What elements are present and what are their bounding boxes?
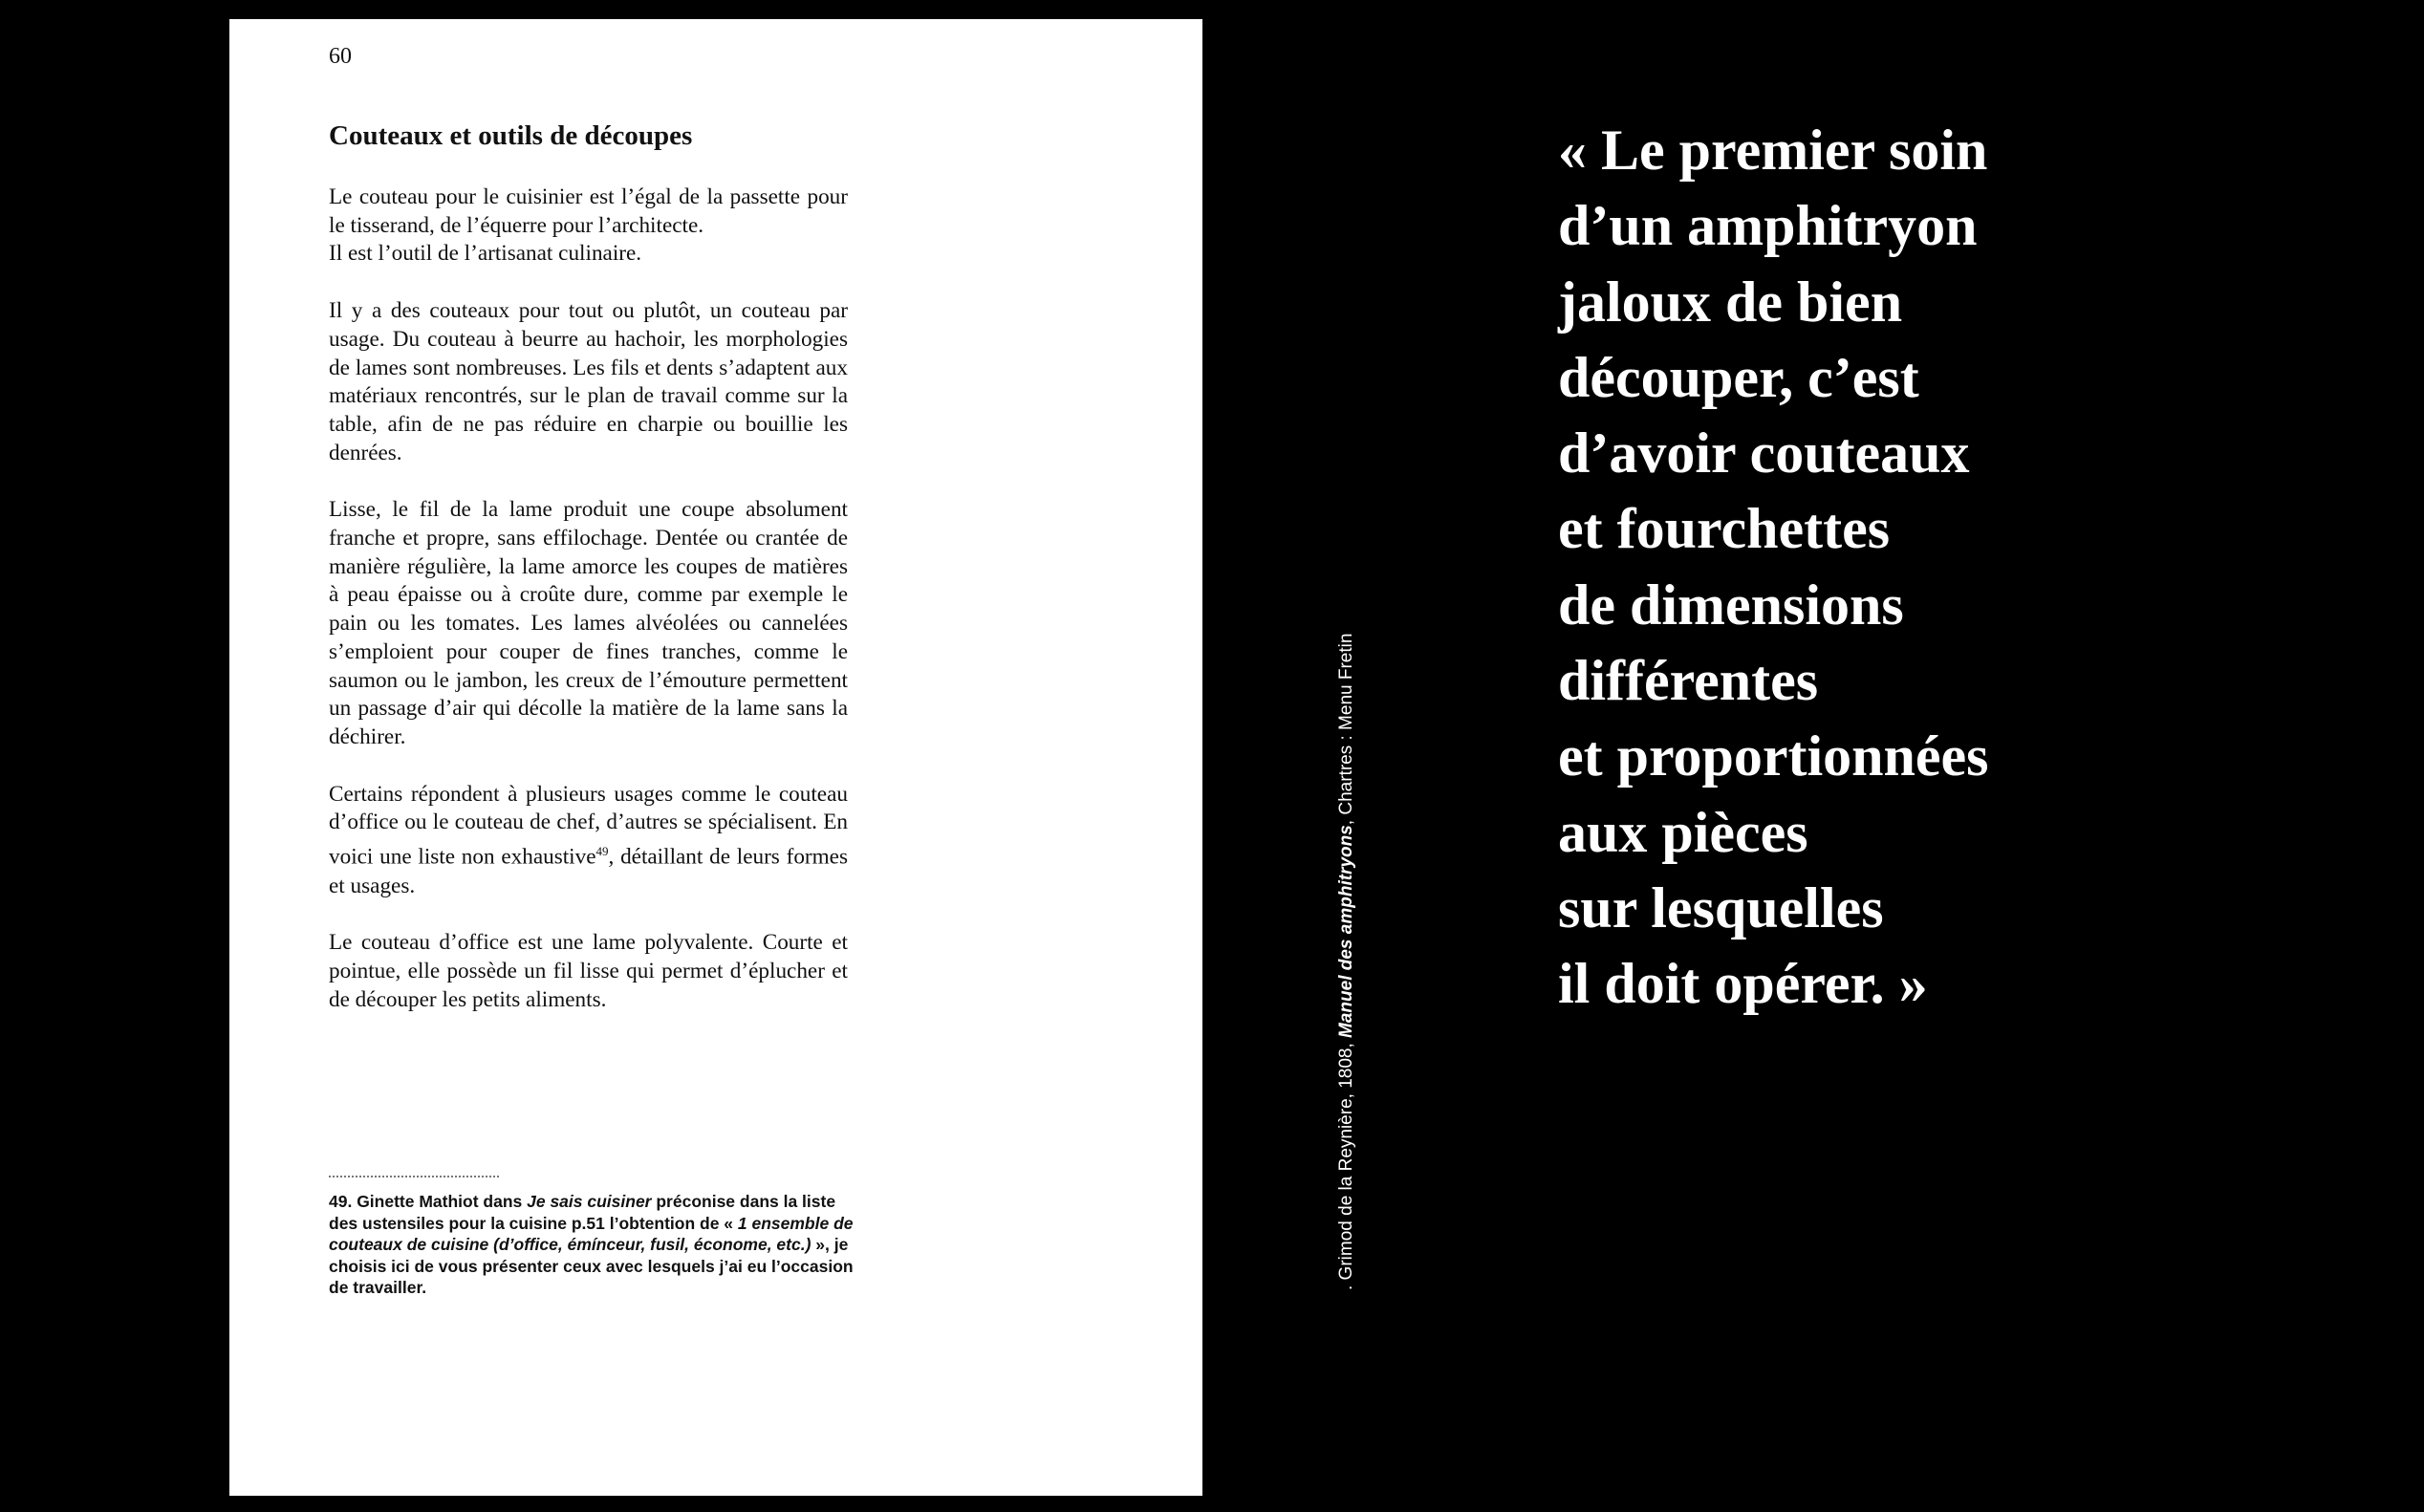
paragraph-4 <box>329 781 848 901</box>
left-page <box>229 19 1202 1496</box>
footnote-quote: 1 ensemble de couteaux de cuisine (d’office, émínceur, fusil, économe, etc.) <box>329 1213 854 1254</box>
page-number: 60 <box>329 44 352 69</box>
vertical-caption <box>1336 634 1357 1290</box>
paragraph-4-text-end: , détaillant de leurs formes et usages. <box>329 844 848 898</box>
footnote-book-title: Je sais cuisiner <box>527 1192 652 1211</box>
footnote-number: 49. <box>329 1192 353 1211</box>
footnote-divider <box>329 1176 499 1177</box>
body-text <box>329 184 848 1043</box>
footnote-end: », je choisis ici de vous présenter ceux avec lesquels j’ai eu l’occasion de travailler. <box>329 1235 854 1297</box>
caption-title: Manuel des amphitryons <box>1336 825 1356 1038</box>
paragraph-1: Le couteau pour le cuisinier est l’égal de la passette pour le tisserand, de l’équerre pour l’architecte. Il est l’outil de l’artisanat culinaire. <box>329 184 848 267</box>
paragraph-2: Il y a des couteaux pour tout ou plutôt, un couteau par usage. Du couteau à beurre au hachoir, les morphologies de lames sont nombreuses. Les fils et dents s’adaptent aux matériaux rencontrés, sur le plan de travail comme sur la table, afin de ne pas réduire en charpie ou bouillie les denrées. <box>329 298 848 465</box>
caption-suffix: , Chartres : Menu Fretin <box>1336 633 1356 826</box>
footnote <box>329 1191 864 1299</box>
footnote-middle: préconise dans la liste des ustensiles pour la cuisine p.51 l’obtention de « <box>329 1192 836 1233</box>
paragraph-5: Le couteau d’office est une lame polyvalente. Courte et pointue, elle possède un fil lisse qui permet d’éplucher et de découper les petits aliments. <box>329 930 848 1012</box>
footnote-reference: 49 <box>595 844 609 859</box>
paragraph-3: Lisse, le fil de la lame produit une coupe absolument franche et propre, sans effilochage. Dentée ou crantée de manière régulière, la lame amorce les coupes de matières à peau épaisse ou à croûte dure, comme par exemple le pain ou les tomates. Les lames alvéolées ou cannelées s’emploient pour couper de fines tranches, comme le saumon ou le jambon, les creux de l’émouture permettent un passage d’air qui décolle la matière de la lame sans la déchirer. <box>329 497 848 749</box>
section-title: Couteaux et outils de découpes <box>329 120 693 151</box>
pull-quote: « Le premier soin d’un amphitryon jaloux de bien découper, c’est d’avoir couteaux et fourchettes de dimensions différentes et proportionnées aux pièces sur lesquelles il doit opérer. » <box>1558 119 1989 1016</box>
caption-prefix: . Grimod de la Reynière, 1808, <box>1336 1037 1356 1290</box>
footnote-lead: Ginette Mathiot dans <box>352 1192 528 1211</box>
paragraph-4-text: Certains répondent à plusieurs usages comme le couteau d’office ou le couteau de chef, d’autres se spécialisent. En voici une liste non exhaustive <box>329 781 848 870</box>
